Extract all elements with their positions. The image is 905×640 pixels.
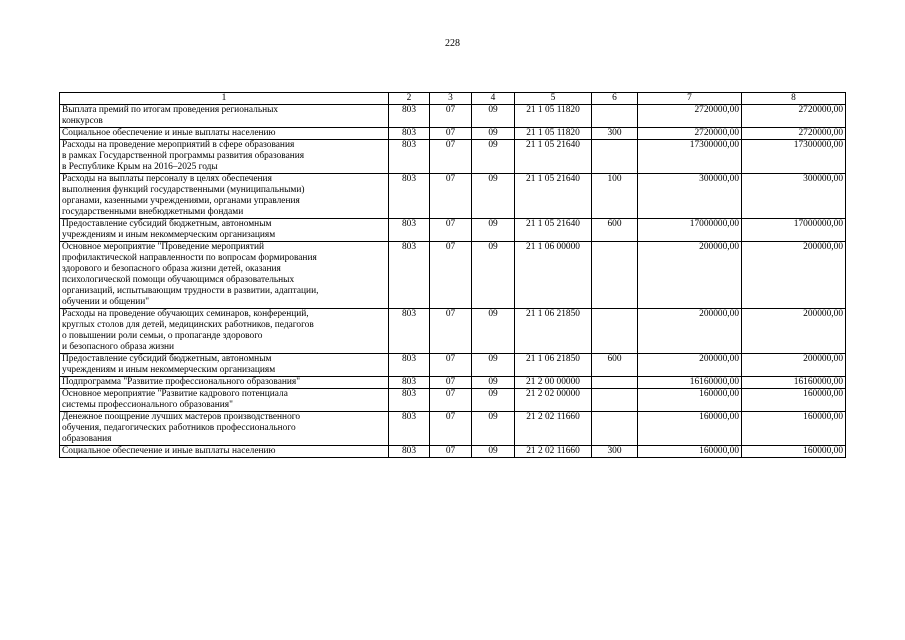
cell-expense-type: 300 xyxy=(592,128,638,140)
column-header: 3 xyxy=(430,93,472,105)
cell-amount-7: 16160000,00 xyxy=(638,377,742,389)
cell-section: 07 xyxy=(430,354,472,377)
cell-section: 07 xyxy=(430,128,472,140)
cell-section: 07 xyxy=(430,105,472,128)
cell-target-article: 21 1 06 21850 xyxy=(515,354,592,377)
cell-section: 07 xyxy=(430,412,472,446)
cell-amount-7: 17000000,00 xyxy=(638,219,742,242)
cell-code: 803 xyxy=(389,174,430,219)
cell-amount-7: 200000,00 xyxy=(638,242,742,309)
cell-target-article: 21 2 00 00000 xyxy=(515,377,592,389)
table-row xyxy=(60,446,846,458)
cell-target-article: 21 2 02 11660 xyxy=(515,412,592,446)
table-row xyxy=(60,128,846,140)
row-name-cell: Основное мероприятие "Развитие кадрового потенциала системы профессионального образования" xyxy=(60,389,389,412)
cell-expense-type: 300 xyxy=(592,446,638,458)
row-name-cell: Предоставление субсидий бюджетным, автономным учреждениям и иным некоммерческим организациям xyxy=(60,219,389,242)
cell-section: 07 xyxy=(430,174,472,219)
table-row xyxy=(60,140,846,174)
cell-expense-type xyxy=(592,309,638,354)
table-row xyxy=(60,389,846,412)
budget-table xyxy=(59,92,846,458)
cell-amount-7: 300000,00 xyxy=(638,174,742,219)
cell-expense-type: 600 xyxy=(592,354,638,377)
cell-subsection: 09 xyxy=(472,219,515,242)
cell-expense-type xyxy=(592,140,638,174)
page-number: 228 xyxy=(445,38,460,49)
table-row xyxy=(60,309,846,354)
cell-code: 803 xyxy=(389,377,430,389)
cell-target-article: 21 1 05 11820 xyxy=(515,105,592,128)
cell-subsection: 09 xyxy=(472,174,515,219)
column-header: 5 xyxy=(515,93,592,105)
cell-amount-8: 16160000,00 xyxy=(742,377,846,389)
row-name-cell: Предоставление субсидий бюджетным, автономным учреждениям и иным некоммерческим организациям xyxy=(60,354,389,377)
cell-subsection: 09 xyxy=(472,377,515,389)
cell-target-article: 21 1 05 21640 xyxy=(515,140,592,174)
table-row xyxy=(60,354,846,377)
cell-target-article: 21 2 02 11660 xyxy=(515,446,592,458)
table-row xyxy=(60,242,846,309)
cell-code: 803 xyxy=(389,309,430,354)
cell-target-article: 21 2 02 00000 xyxy=(515,389,592,412)
cell-section: 07 xyxy=(430,140,472,174)
cell-amount-8: 160000,00 xyxy=(742,389,846,412)
cell-subsection: 09 xyxy=(472,446,515,458)
table-row xyxy=(60,219,846,242)
cell-target-article: 21 1 06 21850 xyxy=(515,309,592,354)
row-name-cell: Социальное обеспечение и иные выплаты населению xyxy=(60,128,389,140)
cell-amount-7: 200000,00 xyxy=(638,309,742,354)
cell-section: 07 xyxy=(430,389,472,412)
cell-amount-7: 160000,00 xyxy=(638,446,742,458)
row-name-cell: Расходы на проведение обучающих семинаров, конференций, круглых столов для детей, медицинских работников, педагогов о повышении роли семьи, о пропаганде здорового и безопасного образа жизни xyxy=(60,309,389,354)
row-name-cell: Основное мероприятие "Проведение мероприятий профилактической направленности по вопросам формирования здорового и безопасного образа жизни детей, оказания психологической помощи обучающимся образовательных организаций, испытывающим трудности в развитии, адаптации, обучении и общении" xyxy=(60,242,389,309)
cell-section: 07 xyxy=(430,219,472,242)
table-row xyxy=(60,174,846,219)
cell-expense-type xyxy=(592,105,638,128)
cell-target-article: 21 1 05 21640 xyxy=(515,219,592,242)
cell-expense-type: 100 xyxy=(592,174,638,219)
column-header: 6 xyxy=(592,93,638,105)
row-name-cell: Расходы на выплаты персоналу в целях обеспечения выполнения функций государственными (муниципальными) органами, казенными учреждениями, органами управления государственными внебюджетными фондами xyxy=(60,174,389,219)
cell-code: 803 xyxy=(389,412,430,446)
cell-amount-7: 160000,00 xyxy=(638,412,742,446)
cell-amount-7: 160000,00 xyxy=(638,389,742,412)
cell-amount-8: 160000,00 xyxy=(742,446,846,458)
cell-section: 07 xyxy=(430,377,472,389)
cell-code: 803 xyxy=(389,389,430,412)
cell-target-article: 21 1 06 00000 xyxy=(515,242,592,309)
cell-amount-8: 200000,00 xyxy=(742,309,846,354)
cell-subsection: 09 xyxy=(472,140,515,174)
cell-subsection: 09 xyxy=(472,128,515,140)
cell-amount-8: 17000000,00 xyxy=(742,219,846,242)
cell-expense-type xyxy=(592,389,638,412)
cell-amount-7: 200000,00 xyxy=(638,354,742,377)
cell-section: 07 xyxy=(430,446,472,458)
cell-subsection: 09 xyxy=(472,389,515,412)
cell-code: 803 xyxy=(389,105,430,128)
column-header: 8 xyxy=(742,93,846,105)
cell-code: 803 xyxy=(389,128,430,140)
row-name-cell: Расходы на проведение мероприятий в сфере образования в рамках Государственной программы развития образования в Республике Крым на 2016–2025 годы xyxy=(60,140,389,174)
cell-subsection: 09 xyxy=(472,354,515,377)
table-header-row xyxy=(60,93,846,105)
cell-subsection: 09 xyxy=(472,242,515,309)
table-row xyxy=(60,105,846,128)
cell-expense-type xyxy=(592,377,638,389)
cell-target-article: 21 1 05 11820 xyxy=(515,128,592,140)
cell-expense-type: 600 xyxy=(592,219,638,242)
cell-code: 803 xyxy=(389,140,430,174)
cell-expense-type xyxy=(592,242,638,309)
cell-amount-8: 17300000,00 xyxy=(742,140,846,174)
cell-code: 803 xyxy=(389,354,430,377)
cell-amount-8: 2720000,00 xyxy=(742,105,846,128)
cell-subsection: 09 xyxy=(472,309,515,354)
table-row xyxy=(60,412,846,446)
cell-amount-8: 160000,00 xyxy=(742,412,846,446)
cell-section: 07 xyxy=(430,242,472,309)
cell-expense-type xyxy=(592,412,638,446)
cell-amount-8: 200000,00 xyxy=(742,354,846,377)
table-row xyxy=(60,377,846,389)
cell-amount-8: 300000,00 xyxy=(742,174,846,219)
column-header: 1 xyxy=(60,93,389,105)
row-name-cell: Выплата премий по итогам проведения региональных конкурсов xyxy=(60,105,389,128)
cell-section: 07 xyxy=(430,309,472,354)
cell-amount-8: 200000,00 xyxy=(742,242,846,309)
cell-code: 803 xyxy=(389,242,430,309)
column-header: 4 xyxy=(472,93,515,105)
cell-subsection: 09 xyxy=(472,105,515,128)
cell-amount-7: 17300000,00 xyxy=(638,140,742,174)
cell-code: 803 xyxy=(389,446,430,458)
cell-subsection: 09 xyxy=(472,412,515,446)
row-name-cell: Социальное обеспечение и иные выплаты населению xyxy=(60,446,389,458)
cell-target-article: 21 1 05 21640 xyxy=(515,174,592,219)
cell-amount-7: 2720000,00 xyxy=(638,105,742,128)
cell-amount-8: 2720000,00 xyxy=(742,128,846,140)
cell-code: 803 xyxy=(389,219,430,242)
column-header: 2 xyxy=(389,93,430,105)
row-name-cell: Денежное поощрение лучших мастеров производственного обучения, педагогических работников профессионального образования xyxy=(60,412,389,446)
column-header: 7 xyxy=(638,93,742,105)
row-name-cell: Подпрограмма "Развитие профессионального образования" xyxy=(60,377,389,389)
cell-amount-7: 2720000,00 xyxy=(638,128,742,140)
